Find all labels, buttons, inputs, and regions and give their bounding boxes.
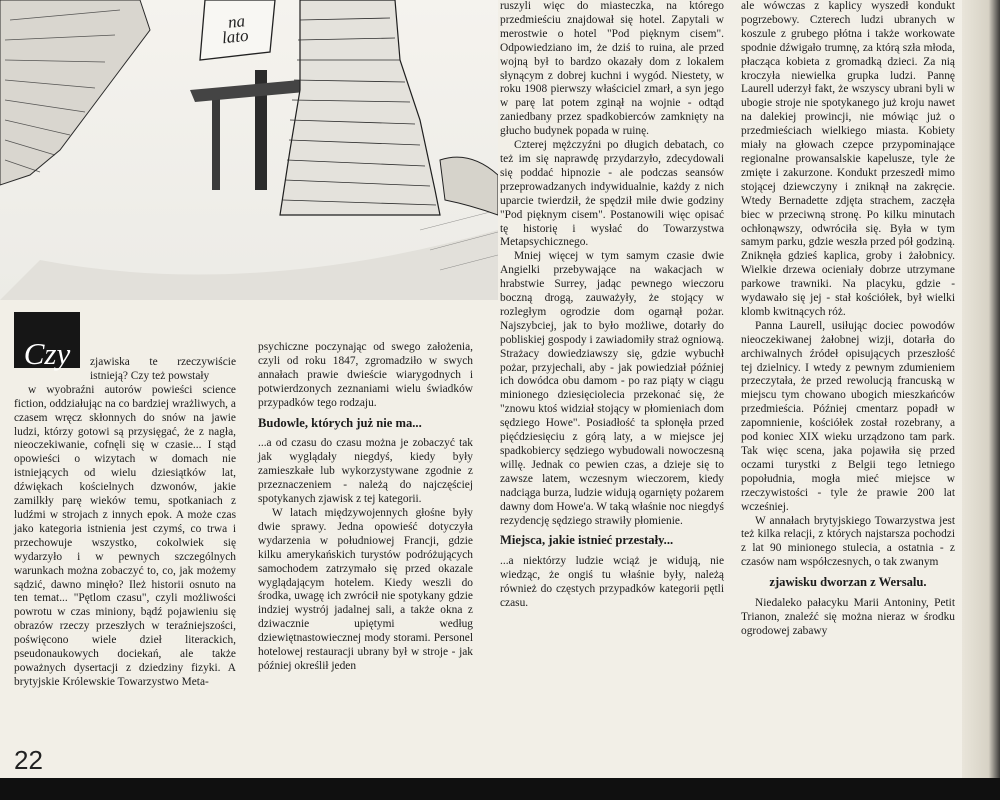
col2-paragraph-2: ...a od czasu do czasu można je zobaczyć tak jak wyglądały niegdyś, kiedy były zamieszkałe lub wykorzystywane zgodnie z przeznaczeniem - należą do najczęściej spotykanych zjawisk z tej kategorii. xyxy=(258,437,473,506)
col3-paragraph-2: Czterej mężczyźni po długich debatach, co też im się naprawdę przydarzyło, zdecydowali się poddać hipnozie - ale podczas seansów przeprowadzanych indywidualnie, każdy z nich uparcie twierdził, że spędził miłe dwie godziny "Pod pięknym cisem". Postanowili więc opisać tę historię i wysłać do Towarzystwa Metapsychicznego. xyxy=(500,139,724,249)
col4-paragraph-1: ale wówczas z kaplicy wyszedł kondukt pogrzebowy. Czterech ludzi ubranych w koszule z grubego płótna i także workowate spodnie dźwigało trumnę, za którą szła młoda, płacząca kobieta z gromadką dzieci. Za nią kroczyła niewielka grupka ludzi. Pannę Laurell uderzył fakt, że wszyscy ubrani byli w ubogie stroje nie spotykanego już kroju nawet na dalekiej prowincji, nie mówiąc już o przedmieściach wielkiego miasta. Kobiety miały na głowach czepce przypominające regionalne prowansalskie kapelusze, tyle że zmięte i zakurzone. Kondukt przeszedł mimo stojącej dziewczyny i zniknął na zakręcie. Wtedy Bernadette zdjęta strachem, zaczęła biec w przeciwną stronę. Po kilku minutach ochłonąwszy, odwróciła się. Była w tym samym parku, gdzie weszła przed pół godziną. Zniknęła gdzieś kaplica, groby i żałobnicy. Wielkie drzewa ocieniały dobrze utrzymane parkowe trawniki. Na placyku, gdzie - wydawało się jej - stał kościółek, był wielki klomb kwitnących róż. xyxy=(741,0,955,318)
col3-paragraph-4: ...a niektórzy ludzie wciąż je widują, nie wiedząc, że ongiś tu właśnie były, należą również do częstych przypadków kategorii pętli czasu. xyxy=(500,555,724,610)
column-2 xyxy=(258,341,473,674)
col1-intro: zjawiska te rzeczywiście istnieją? Czy też powstały xyxy=(90,356,236,382)
column-1 xyxy=(14,356,236,690)
page-number: 22 xyxy=(14,745,43,775)
page-edge-shadow xyxy=(962,0,1000,800)
sign-text-line2: lato xyxy=(221,25,250,48)
col1-paragraph: w wyobraźni autorów powieści science fiction, oddziałując na co bardziej wrażliwych, a czasem wręcz skłonnych do snów na jawie ludzi, którzy gotowi są przysięgać, że z nagła, nieoczekiwanie, cofnęli się w czasie... I stąd opowieści o wizytach w domach nie istniejących od wielu dziesiątków lat, dźwiękach kościelnych dzwonów, jakie zamilkły parę wieków temu, spotkaniach z ludźmi w strojach z innych epok. A może czas jako kategoria istnienia jest czymś, co trwa i przechowuje wszystko, cokolwiek się wydarzyło i w pewnych szczególnych warunkach można zobaczyć to, co, jak możemy sądzić, dawno minęło? Ileż historii osnuto na ten temat... "Pętlom czasu", czyli możliwości powrotu w czas miniony, bądź pojawieniu się obrazów rzeczy przeszłych w teraźniejszości, poświęcono wiele dzieł literackich, pseudonaukowych dociekań, ale także poważnych dysertacji z dziedziny fizyki. A brytyjskie Królewskie Towarzystwo Meta- xyxy=(14,383,236,688)
sign-text-line1: na xyxy=(227,11,246,32)
col2-paragraph-3: W latach międzywojennych głośne były dwie sprawy. Jedna opowieść dotyczyła wydarzenia w południowej Francji, gdzie kilku amerykańskich turystów podróżujących samochodem zatrzymało się przed okazale wyglądającym hotelem. Kiedy weszli do środka, uwagę ich zwrócił nie spotykany gdzie indziej wystrój jadalnej sali, a także okna z dziwacznie upiętymi według dziewiętnastowiecznej mody storami. Personel hotelowej restauracji ubrany był w stroje - jak później określił jeden xyxy=(258,506,473,672)
col2-subheading: Budowle, których już nie ma... xyxy=(258,415,422,430)
col4-paragraph-2: Panna Laurell, usiłując dociec powodów nieoczekiwanej żałobnej wizji, dotarła do archiwalnych źródeł opisujących przeszłość tej dzielnicy. I wtedy z pewnym zdumieniem przeczytała, że przed rewolucją francuską w miejscu tym chowano ubogich mieszkańców przedmieścia. Później cmentarz popadł w zapomnienie, kościółek został rozebrany, a pod koniec XIX wieku urządzono tam park. Tak więc scena, jaka pojawiła się przed oczami turystki z Belgii tego letniego popołudnia, mogła mieć miejsce w rzeczywistości - tyle że prawie 200 lat wcześniej. xyxy=(741,319,955,513)
scan-bottom-border xyxy=(0,778,1000,800)
column-3 xyxy=(500,0,724,611)
engraving-illustration xyxy=(0,0,498,300)
col4-paragraph-4: Niedaleko pałacyku Marii Antoniny, Petit Trianon, znaleźć się można nieraz w środku ogrodowej zabawy xyxy=(741,597,955,637)
col2-paragraph-1: psychiczne poczynając od swego założenia, czyli od roku 1847, zgromadziło w swych annałach prawie dwieście wiarygodnych i potwierdzonych zeznaniami wielu świadków przypadków tego rodzaju. xyxy=(258,341,473,409)
col3-subheading: Miejsca, jakie istnieć przestały... xyxy=(500,533,674,548)
col4-subheading: zjawisku dworzan z Wersalu. xyxy=(769,575,927,590)
dropcap-text: Czy xyxy=(23,336,71,371)
col3-paragraph-1: ruszyli więc do miasteczka, na którego przedmieściu znajdował się hotel. Zapytali w merostwie o hotel "Pod pięknym cisem". Odpowiedziano im, że dziś to ruina, ale przed wojną był to bardzo okazały dom z lokalem słynącym z dobrej kuchni i wygód. Niestety, w roku 1908 pierwszy właściciel zmarł, a syn jego w parę lat potem zginął na wojnie - odtąd zaniedbany przez spadkobierców zamknięty na głucho budynek popada w ruinę. xyxy=(500,0,724,138)
col3-paragraph-3: Mniej więcej w tym samym czasie dwie Angielki przebywające na wakacjach w hrabstwie Surrey, jadąc pewnego wieczoru boczną drogą, zauważyły, że stojący w rozległym ogrodzie dom ogarnął pożar. Najszybciej, jak to było możliwe, dotarły do pobliskiej gospody i zawiadomiły straż ogniową. Strażacy dowiedziawszy się, gdzie wybuchł pożar, przyjechali, aby - jak powiedział później ich dowódca obu damom - po raz piąty w ciągu minionego dziesięciolecia przekonać się, że "znowu ktoś widział stojący w płomieniach dom sędziego Howe". Posiadłość ta spłonęła przed pięćdziesięciu z górą laty, a w miejsce jej spadkobiercy sędziego wybudowali nowoczesną willę. Jednak co pewien czas, a dzieje się to zawsze latem, wczesnym wieczorem, kiedy nadciąga burza, ludzie widują ogarnięty pożarem dawny dom Howe'a. W taką właśnie noc niegdyś rezydencję sędziego strawiły płomienie. xyxy=(500,250,724,527)
col4-paragraph-3: W annałach brytyjskiego Towarzystwa jest też kilka relacji, z których najstarsza pochodzi z lat 90 minionego stulecia, a ostatnia - z czasów nam współczesnych, o tak zwanym xyxy=(741,514,955,569)
column-4 xyxy=(741,0,955,639)
